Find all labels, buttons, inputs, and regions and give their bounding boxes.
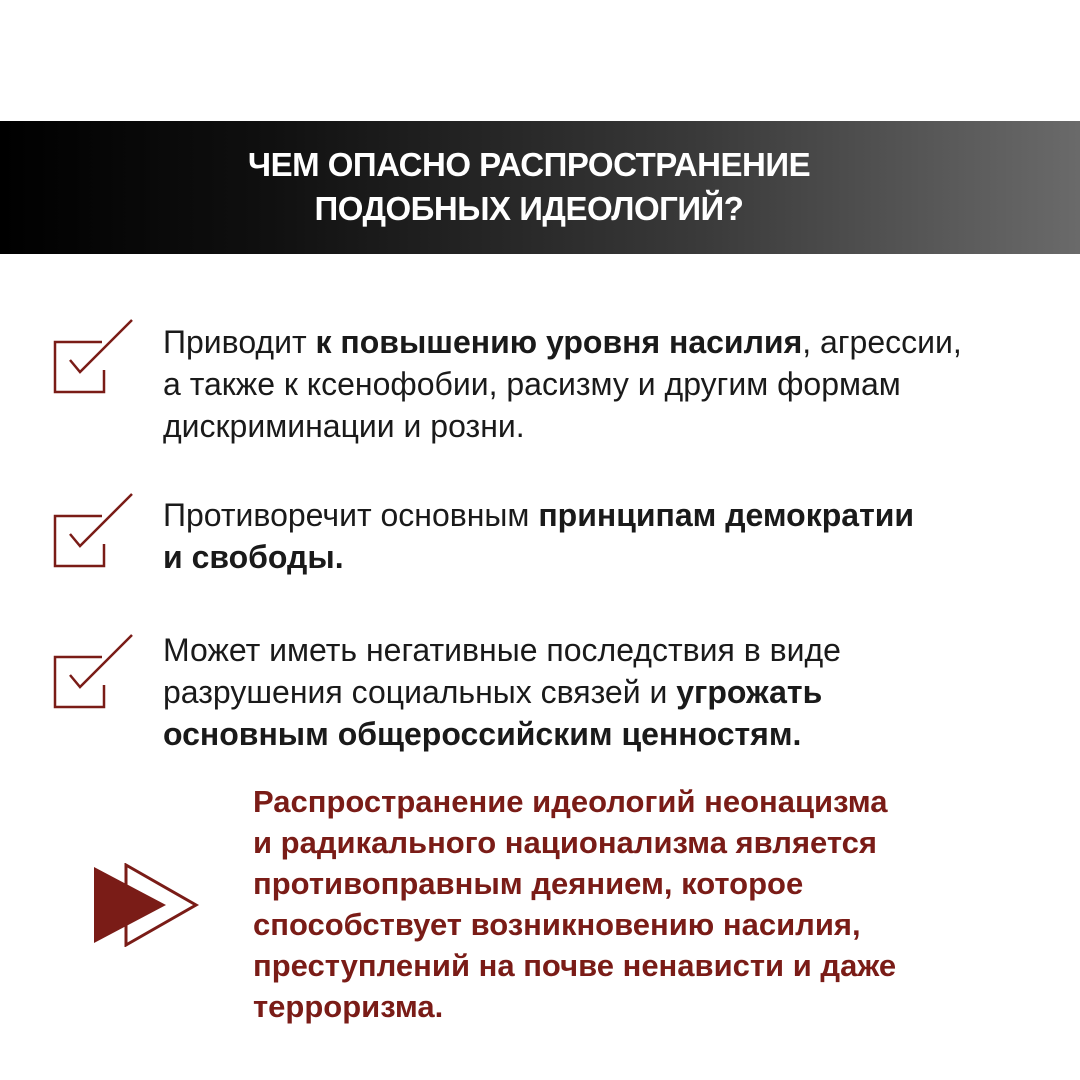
- checkbox-check-icon: [52, 492, 136, 568]
- checkbox-check-icon: [52, 633, 136, 709]
- list-item-text: Приводит к повышению уровня насилия, агрессии, а также к ксенофобии, расизму и другим формам дискриминации и розни.: [163, 324, 962, 444]
- emphasis: основным общероссийским ценностям.: [163, 716, 802, 752]
- page-title-line-1: ЧЕМ ОПАСНО РАСПРОСТРАНЕНИЕ: [247, 146, 811, 183]
- emphasis: к повышению уровня насилия: [315, 324, 803, 360]
- page-title-line-2: ПОДОБНЫХ ИДЕОЛОГИЙ?: [314, 190, 744, 227]
- emphasis: и свободы.: [163, 539, 344, 575]
- emphasis: угрожать: [676, 674, 823, 710]
- page-title: [0, 143, 1058, 231]
- checkbox-check-icon: [52, 318, 136, 394]
- double-arrow-icon: [92, 863, 200, 947]
- list-item-text: Противоречит основным принципам демократии и свободы.: [163, 497, 915, 575]
- conclusion-text: Распространение идеологий неонацизма и радикального национализма является противоправным деянием, которое способствует возникновению насилия, преступлений на почве ненависти и даже терроризма.: [253, 784, 897, 1024]
- emphasis: принципам демократии: [538, 497, 915, 533]
- list-item-text: Может иметь негативные последствия в виде разрушения социальных связей и угрожать основным общероссийским ценностям.: [163, 632, 841, 752]
